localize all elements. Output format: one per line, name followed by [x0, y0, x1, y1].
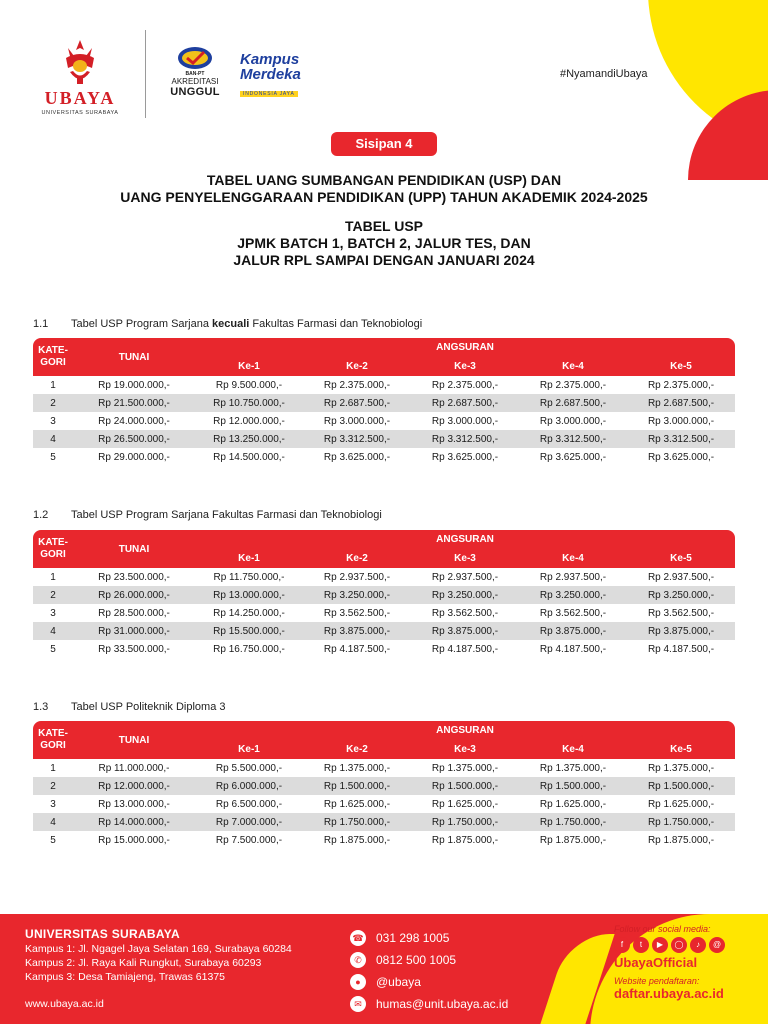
- footer: [0, 914, 768, 1024]
- tunai-cell: Rp 21.500.000,-: [73, 394, 195, 412]
- angsuran-cell: Rp 4.187.500,-: [303, 640, 411, 658]
- banpt-grade: UNGGUL: [170, 86, 220, 98]
- angsuran-cell: Rp 1.375.000,-: [411, 759, 519, 777]
- kategori-cell: 5: [33, 448, 73, 466]
- angsuran-cell: Rp 2.375.000,-: [519, 376, 627, 394]
- usp-table: [33, 530, 735, 658]
- tunai-cell: Rp 12.000.000,-: [73, 777, 195, 795]
- angsuran-cell: Rp 15.500.000,-: [195, 622, 303, 640]
- ubaya-emblem-icon: [60, 38, 100, 86]
- sub-title: [0, 218, 768, 269]
- phone-icon: ☎: [350, 930, 366, 946]
- angsuran-cell: Rp 3.625.000,-: [303, 448, 411, 466]
- angsuran-cell: Rp 3.312.500,-: [519, 430, 627, 448]
- angsuran-cell: Rp 1.875.000,-: [411, 831, 519, 849]
- footer-university: UNIVERSITAS SURABAYA: [25, 927, 180, 941]
- table-row: [33, 376, 735, 394]
- kategori-cell: 1: [33, 568, 73, 586]
- title-line1: TABEL UANG SUMBANGAN PENDIDIKAN (USP) DAN: [206, 172, 562, 188]
- angsuran-cell: Rp 2.375.000,-: [411, 376, 519, 394]
- angsuran-cell: Rp 1.500.000,-: [303, 777, 411, 795]
- table-row: [33, 759, 735, 777]
- header-installment: Ke-4: [519, 549, 627, 568]
- title-line2: UANG PENYELENGGARAAN PENDIDIKAN (UPP) TAHUN AKADEMIK 2024-2025: [120, 189, 648, 205]
- kategori-cell: 5: [33, 640, 73, 658]
- campus2-address: Kampus 2: Jl. Raya Kali Rungkut, Surabaya 60293: [25, 957, 262, 969]
- caption-text: Tabel USP Program Sarjana Fakultas Farmasi dan Teknobiologi: [71, 509, 382, 521]
- angsuran-cell: Rp 3.250.000,-: [519, 586, 627, 604]
- email-icon: ✉: [350, 996, 366, 1012]
- header-tunai: TUNAI: [73, 530, 195, 568]
- line-icon: ●: [350, 974, 366, 990]
- header-installment: Ke-5: [627, 740, 735, 759]
- angsuran-cell: Rp 2.937.500,-: [303, 568, 411, 586]
- angsuran-cell: Rp 1.500.000,-: [411, 777, 519, 795]
- angsuran-cell: Rp 3.625.000,-: [411, 448, 519, 466]
- tunai-cell: Rp 24.000.000,-: [73, 412, 195, 430]
- footer-website-link[interactable]: www.ubaya.ac.id: [25, 998, 104, 1010]
- caption-text: Tabel USP Politeknik Diploma 3: [71, 701, 226, 713]
- angsuran-cell: Rp 12.000.000,-: [195, 412, 303, 430]
- header-installment: Ke-4: [519, 357, 627, 376]
- angsuran-cell: Rp 3.000.000,-: [411, 412, 519, 430]
- banpt-label: BAN-PT: [185, 71, 205, 77]
- phone-number: 031 298 1005: [376, 931, 450, 945]
- header-kategori: KATE-GORI: [33, 530, 73, 568]
- angsuran-cell: Rp 2.687.500,-: [627, 394, 735, 412]
- tunai-cell: Rp 11.000.000,-: [73, 759, 195, 777]
- kampus-merdeka-logo: [240, 52, 335, 100]
- caption-text-after: Fakultas Farmasi dan Teknobiologi: [249, 318, 423, 330]
- angsuran-cell: Rp 2.937.500,-: [627, 568, 735, 586]
- main-title: [0, 172, 768, 206]
- banpt-emblem-icon: [177, 46, 213, 70]
- header-divider: [145, 30, 146, 118]
- kategori-cell: 2: [33, 777, 73, 795]
- facebook-icon[interactable]: f: [614, 937, 630, 953]
- angsuran-cell: Rp 4.187.500,-: [627, 640, 735, 658]
- header-installment: Ke-2: [303, 357, 411, 376]
- line-handle: @ubaya: [376, 975, 421, 989]
- section-number: 1.1: [33, 318, 49, 330]
- ubaya-logo: [40, 38, 120, 116]
- kategori-cell: 2: [33, 586, 73, 604]
- angsuran-cell: Rp 3.312.500,-: [303, 430, 411, 448]
- angsuran-cell: Rp 7.000.000,-: [195, 813, 303, 831]
- usp-table: [33, 338, 735, 466]
- header-angsuran: ANGSURAN: [195, 338, 735, 357]
- angsuran-cell: Rp 1.875.000,-: [627, 831, 735, 849]
- title-line3: TABEL USP: [344, 218, 424, 234]
- social-block: [614, 924, 764, 1001]
- tunai-cell: Rp 29.000.000,-: [73, 448, 195, 466]
- angsuran-cell: Rp 1.750.000,-: [627, 813, 735, 831]
- kategori-cell: 4: [33, 813, 73, 831]
- kategori-cell: 4: [33, 622, 73, 640]
- whatsapp-contact[interactable]: [350, 949, 508, 971]
- table-row: [33, 412, 735, 430]
- angsuran-cell: Rp 3.875.000,-: [519, 622, 627, 640]
- angsuran-cell: Rp 1.875.000,-: [519, 831, 627, 849]
- header-tunai: TUNAI: [73, 721, 195, 759]
- kategori-cell: 3: [33, 412, 73, 430]
- table-row: [33, 394, 735, 412]
- tiktok-icon[interactable]: ♪: [690, 937, 706, 953]
- table-row: [33, 604, 735, 622]
- ubaya-wordmark: UBAYA: [44, 88, 116, 108]
- angsuran-cell: Rp 1.625.000,-: [303, 795, 411, 813]
- angsuran-cell: Rp 1.625.000,-: [411, 795, 519, 813]
- angsuran-cell: Rp 9.500.000,-: [195, 376, 303, 394]
- caption-text: Tabel USP Program Sarjana: [71, 318, 213, 330]
- angsuran-cell: Rp 2.687.500,-: [303, 394, 411, 412]
- banpt-logo: [162, 46, 228, 98]
- table-row: [33, 795, 735, 813]
- angsuran-cell: Rp 1.375.000,-: [303, 759, 411, 777]
- section-caption: [33, 318, 422, 330]
- table-row: [33, 622, 735, 640]
- angsuran-cell: Rp 3.875.000,-: [411, 622, 519, 640]
- header-angsuran: ANGSURAN: [195, 530, 735, 549]
- angsuran-cell: Rp 1.875.000,-: [303, 831, 411, 849]
- header-tunai: TUNAI: [73, 338, 195, 376]
- angsuran-cell: Rp 3.000.000,-: [519, 412, 627, 430]
- angsuran-cell: Rp 2.687.500,-: [519, 394, 627, 412]
- section-caption: [33, 509, 382, 521]
- table-row: [33, 568, 735, 586]
- tunai-cell: Rp 19.000.000,-: [73, 376, 195, 394]
- threads-icon[interactable]: @: [709, 937, 725, 953]
- tunai-cell: Rp 26.500.000,-: [73, 430, 195, 448]
- footer-contacts: [350, 927, 508, 1015]
- angsuran-cell: Rp 14.500.000,-: [195, 448, 303, 466]
- header-installment: Ke-1: [195, 357, 303, 376]
- header-kategori: KATE-GORI: [33, 721, 73, 759]
- angsuran-cell: Rp 3.312.500,-: [411, 430, 519, 448]
- header-installment: Ke-2: [303, 740, 411, 759]
- angsuran-cell: Rp 2.937.500,-: [411, 568, 519, 586]
- header-installment: Ke-5: [627, 549, 735, 568]
- angsuran-cell: Rp 1.750.000,-: [519, 813, 627, 831]
- angsuran-cell: Rp 1.750.000,-: [411, 813, 519, 831]
- angsuran-cell: Rp 1.750.000,-: [303, 813, 411, 831]
- angsuran-cell: Rp 3.250.000,-: [411, 586, 519, 604]
- angsuran-cell: Rp 6.500.000,-: [195, 795, 303, 813]
- ubaya-subtitle: UNIVERSITAS SURABAYA: [41, 110, 119, 116]
- kampus-line1: Kampus: [240, 51, 300, 68]
- angsuran-cell: Rp 1.625.000,-: [519, 795, 627, 813]
- angsuran-cell: Rp 1.500.000,-: [627, 777, 735, 795]
- angsuran-cell: Rp 2.375.000,-: [303, 376, 411, 394]
- whatsapp-number: 0812 500 1005: [376, 953, 457, 967]
- angsuran-cell: Rp 3.875.000,-: [303, 622, 411, 640]
- section-caption: [33, 701, 225, 713]
- email-address: humas@unit.ubaya.ac.id: [376, 997, 509, 1011]
- section-number: 1.3: [33, 701, 49, 713]
- campus3-address: Kampus 3: Desa Tamiajeng, Trawas 61375: [25, 971, 226, 983]
- angsuran-cell: Rp 1.625.000,-: [627, 795, 735, 813]
- follow-label: Follow our social media:: [614, 924, 711, 934]
- kategori-cell: 4: [33, 430, 73, 448]
- tunai-cell: Rp 31.000.000,-: [73, 622, 195, 640]
- header-installment: Ke-3: [411, 740, 519, 759]
- email-contact[interactable]: [350, 993, 508, 1015]
- angsuran-cell: Rp 3.562.500,-: [411, 604, 519, 622]
- angsuran-cell: Rp 3.625.000,-: [519, 448, 627, 466]
- angsuran-cell: Rp 2.375.000,-: [627, 376, 735, 394]
- instagram-icon[interactable]: ◯: [671, 937, 687, 953]
- header-installment: Ke-3: [411, 357, 519, 376]
- header-kategori: KATE-GORI: [33, 338, 73, 376]
- angsuran-cell: Rp 13.250.000,-: [195, 430, 303, 448]
- angsuran-cell: Rp 3.000.000,-: [627, 412, 735, 430]
- kategori-cell: 3: [33, 604, 73, 622]
- header-installment: Ke-1: [195, 740, 303, 759]
- tunai-cell: Rp 28.500.000,-: [73, 604, 195, 622]
- footer-addresses: [25, 942, 292, 984]
- angsuran-cell: Rp 3.250.000,-: [303, 586, 411, 604]
- table-row: [33, 831, 735, 849]
- angsuran-cell: Rp 14.250.000,-: [195, 604, 303, 622]
- angsuran-cell: Rp 1.500.000,-: [519, 777, 627, 795]
- tunai-cell: Rp 33.500.000,-: [73, 640, 195, 658]
- tunai-cell: Rp 26.000.000,-: [73, 586, 195, 604]
- banpt-accreditation: AKREDITASI: [171, 77, 219, 86]
- tunai-cell: Rp 15.000.000,-: [73, 831, 195, 849]
- whatsapp-icon: ✆: [350, 952, 366, 968]
- angsuran-cell: Rp 3.875.000,-: [627, 622, 735, 640]
- angsuran-cell: Rp 3.250.000,-: [627, 586, 735, 604]
- angsuran-cell: Rp 16.750.000,-: [195, 640, 303, 658]
- header-installment: Ke-5: [627, 357, 735, 376]
- registration-label: Website pendaftaran:: [614, 976, 700, 986]
- angsuran-cell: Rp 10.750.000,-: [195, 394, 303, 412]
- sisipan-badge: Sisipan 4: [331, 132, 437, 156]
- table-row: [33, 430, 735, 448]
- angsuran-cell: Rp 4.187.500,-: [411, 640, 519, 658]
- angsuran-cell: Rp 6.000.000,-: [195, 777, 303, 795]
- header-installment: Ke-2: [303, 549, 411, 568]
- angsuran-cell: Rp 4.187.500,-: [519, 640, 627, 658]
- angsuran-cell: Rp 3.562.500,-: [303, 604, 411, 622]
- angsuran-cell: Rp 3.562.500,-: [627, 604, 735, 622]
- tunai-cell: Rp 13.000.000,-: [73, 795, 195, 813]
- kampus-line2: Merdeka: [240, 66, 301, 83]
- tunai-cell: Rp 23.500.000,-: [73, 568, 195, 586]
- angsuran-cell: Rp 1.375.000,-: [627, 759, 735, 777]
- usp-table: [33, 721, 735, 849]
- angsuran-cell: Rp 11.750.000,-: [195, 568, 303, 586]
- kategori-cell: 3: [33, 795, 73, 813]
- table-row: [33, 640, 735, 658]
- angsuran-cell: Rp 13.000.000,-: [195, 586, 303, 604]
- header: [0, 28, 768, 128]
- angsuran-cell: Rp 3.625.000,-: [627, 448, 735, 466]
- registration-site-link[interactable]: daftar.ubaya.ac.id: [614, 986, 724, 1001]
- social-handle[interactable]: UbayaOfficial: [614, 955, 698, 970]
- youtube-icon[interactable]: ▶: [652, 937, 668, 953]
- header-installment: Ke-3: [411, 549, 519, 568]
- table-row: [33, 813, 735, 831]
- social-icons: [614, 937, 764, 953]
- kategori-cell: 5: [33, 831, 73, 849]
- angsuran-cell: Rp 2.937.500,-: [519, 568, 627, 586]
- campus1-address: Kampus 1: Jl. Ngagel Jaya Selatan 169, Surabaya 60284: [25, 943, 292, 955]
- kampus-line3: INDONESIA JAYA: [240, 91, 298, 97]
- kategori-cell: 1: [33, 376, 73, 394]
- angsuran-cell: Rp 3.000.000,-: [303, 412, 411, 430]
- section-number: 1.2: [33, 509, 49, 521]
- angsuran-cell: Rp 2.687.500,-: [411, 394, 519, 412]
- tunai-cell: Rp 14.000.000,-: [73, 813, 195, 831]
- twitter-icon[interactable]: t: [633, 937, 649, 953]
- angsuran-cell: Rp 3.562.500,-: [519, 604, 627, 622]
- phone-contact[interactable]: [350, 927, 508, 949]
- kategori-cell: 2: [33, 394, 73, 412]
- angsuran-cell: Rp 5.500.000,-: [195, 759, 303, 777]
- title-line4: JPMK BATCH 1, BATCH 2, JALUR TES, DAN: [237, 235, 531, 251]
- angsuran-cell: Rp 3.312.500,-: [627, 430, 735, 448]
- table-row: [33, 448, 735, 466]
- angsuran-cell: Rp 1.375.000,-: [519, 759, 627, 777]
- header-installment: Ke-1: [195, 549, 303, 568]
- table-row: [33, 586, 735, 604]
- line-contact[interactable]: [350, 971, 508, 993]
- title-line5: JALUR RPL SAMPAI DENGAN JANUARI 2024: [233, 252, 535, 268]
- hashtag: #NyamandiUbaya: [560, 68, 648, 80]
- kategori-cell: 1: [33, 759, 73, 777]
- angsuran-cell: Rp 7.500.000,-: [195, 831, 303, 849]
- table-row: [33, 777, 735, 795]
- header-angsuran: ANGSURAN: [195, 721, 735, 740]
- header-installment: Ke-4: [519, 740, 627, 759]
- caption-bold: kecuali: [212, 318, 250, 330]
